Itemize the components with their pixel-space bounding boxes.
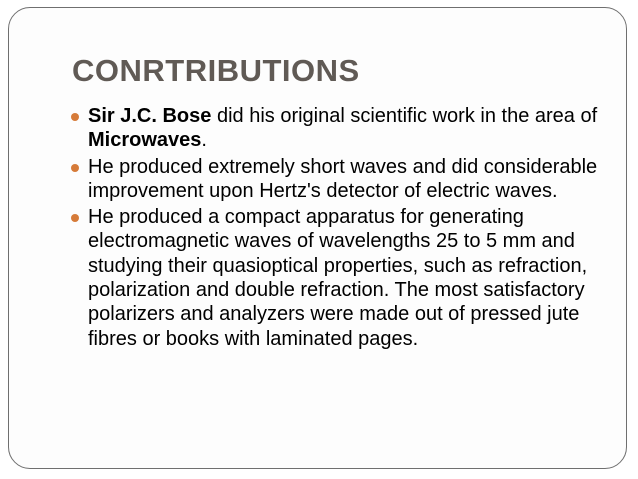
bullet-marker-icon [71, 164, 79, 172]
bullet-text-bold: Sir J.C. Bose [88, 105, 212, 127]
bullet-item [70, 155, 615, 204]
bullet-item [70, 104, 615, 153]
slide-title: CONRTRIBUTIONS [72, 53, 360, 88]
bullet-text: did his original scientific work in the area of [211, 105, 598, 127]
bullet-list [70, 104, 615, 353]
bullet-text: He produced a compact apparatus for generating electromagnetic waves of wavelengths 25 to 5 mm and studying their quasioptical properties, such as refraction, polarization and double refraction. The most satisfactory polarizers and analyzers were made out of pressed jute fibres or books with laminated pages. [88, 206, 588, 350]
bullet-marker-icon [71, 214, 79, 222]
bullet-text: . [201, 129, 207, 152]
bullet-text: He produced extremely short waves and did considerable improvement upon Hertz's detector of electric waves. [88, 155, 598, 202]
bullet-item [70, 205, 615, 351]
bullet-marker-icon [71, 113, 79, 121]
bullet-text-bold: Microwaves [88, 129, 202, 152]
